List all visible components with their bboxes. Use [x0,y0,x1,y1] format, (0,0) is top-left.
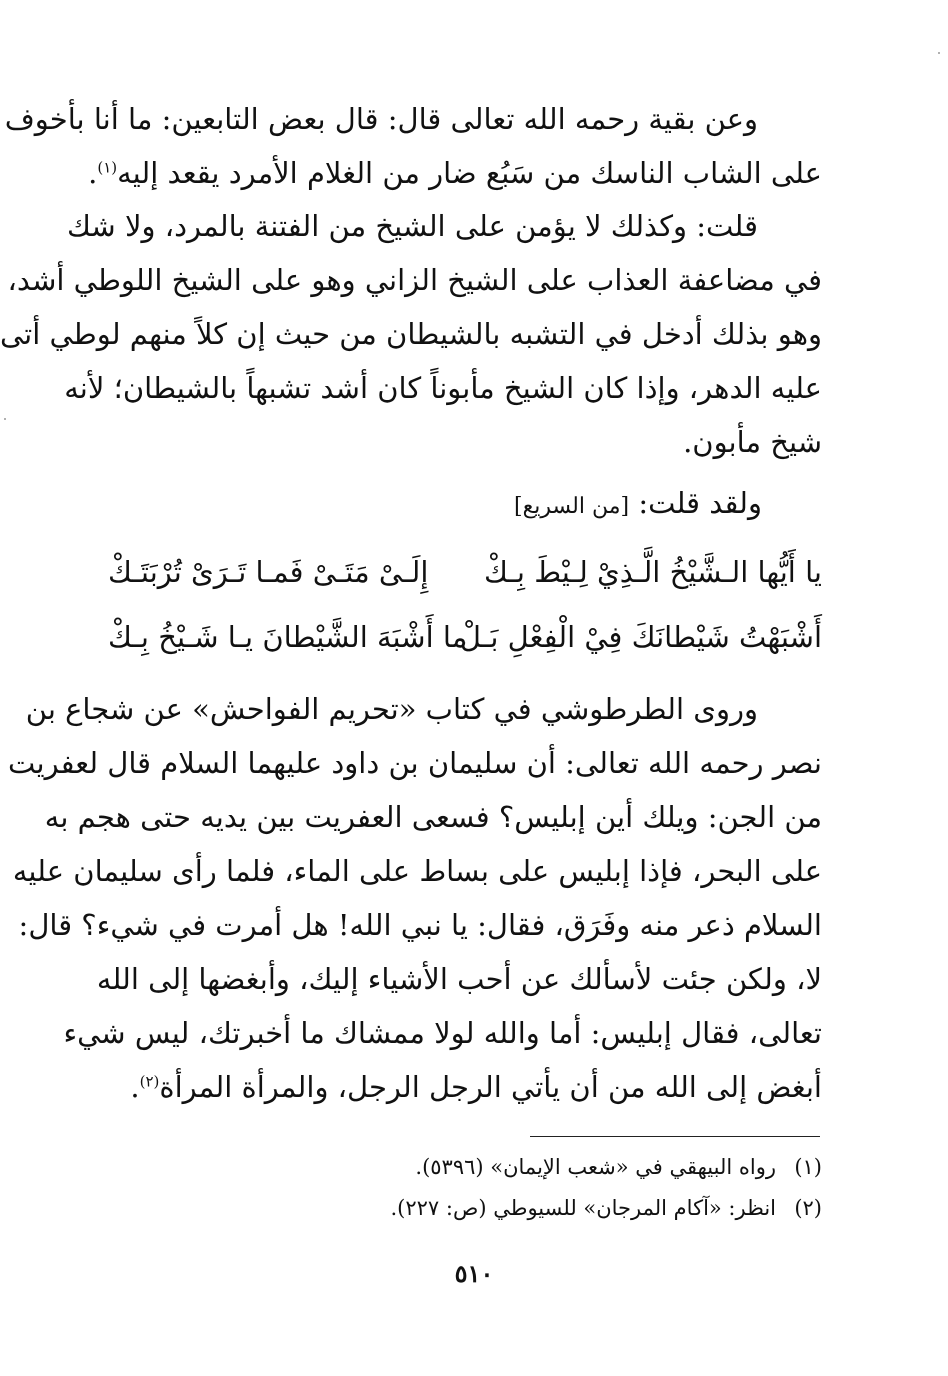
paragraph-line: قلت: وكذلك لا يؤمن على الشيخ من الفتنة بالمرد، ولا شك [66,209,758,243]
paragraph-line: السلام ذعر منه وفَرَق، فقال: يا نبي الله! هل أمرت في شيء؟ قال: [18,908,822,942]
poem-verse [108,545,822,599]
paragraph-line: نصر رحمه الله تعالى: أن سليمان بن داود عليهما السلام قال لعفريت [8,746,822,780]
paragraph-line [108,1060,822,1114]
sentence-end: . [88,156,98,190]
paragraph-1 [4,92,822,200]
paragraph-line: من الجن: ويلك أين إبليس؟ فسعى العفريت بين يديه حتى هجم به [44,800,822,834]
paragraph-3 [8,682,822,1114]
footnote-ref-1: (١) [97,158,118,177]
poem-meter: [من السريع] [514,494,630,519]
paragraph-line: لا، ولكن جئت لأسألك عن أحب الأشياء إليك، وأبغضها إلى الله [96,962,822,996]
paragraph-line: عليه الدهر، وإذا كان الشيخ مأبوناً كان أشد تشبهاً بالشيطان؛ لأنه [64,371,822,405]
paragraph-line-text: أبغض إلى الله من أن يأتي الرجل الرجل، والمرأة المرأة [159,1070,822,1104]
scan-speck [938,52,940,54]
poem-intro-text: ولقد قلت: [638,486,762,520]
paragraph-line [88,146,822,200]
paragraph-line: في مضاعفة العذاب على الشيخ الزاني وهو على الشيخ اللوطي أشد، [7,263,822,297]
verse-second-hemistich: ما أَشْبَهَ الشَّيْطانَ يـا شَـيْخُ بِـكْ [108,620,468,654]
verse-second-hemistich: إِلَـىْ مَتَـىْ فَمـا تَـرَىْ تُرْبَتَـكْ [108,555,429,589]
paragraph-2 [0,199,822,469]
footnote-2 [391,1191,823,1225]
paragraph-line: على البحر، فإذا إبليس على بساط على الماء، فلما رأى سليمان عليه [12,854,822,888]
poem-verse [108,610,822,664]
paragraph-line: وعن بقية رحمه الله تعالى قال: قال بعض التابعين: ما أنا بأخوف [4,102,758,136]
paragraph-line: تعالى، فقال إبليس: أما والله لولا ممشاك ما أخبرتك، ليس شيء [63,1016,822,1050]
paragraph-line: شيخ مأبون. [683,425,822,459]
page-number: ٥١٠ [454,1259,494,1288]
footnote-1 [415,1150,822,1184]
paragraph-line: وروى الطرطوشي في كتاب «تحريم الفواحش» عن شجاع بن [25,692,758,726]
footnote-text: رواه البيهقي في «شعب الإيمان» (٥٣٩٦). [415,1155,776,1179]
paragraph-line-text: على الشاب الناسك من سَبُع ضار من الغلام الأمرد يقعد إليه [117,156,822,190]
scan-speck [4,418,6,420]
sentence-end: . [130,1070,140,1104]
paragraph-line: وهو بذلك أدخل في التشبه بالشيطان من حيث إن كلاً منهم لوطي أتى [0,317,822,351]
poem-intro [514,483,762,527]
verse-first-hemistich: يا أَيُّها الـشَّيْخُ الَّـذِيْ لِـيْطَ بِـكْ [484,555,822,589]
footnote-number: (١) [794,1155,822,1179]
footnote-ref-2: (٢) [139,1072,160,1091]
footnote-text: انظر: «آكام المرجان» للسيوطي (ص: ٢٢٧). [390,1196,776,1220]
footnote-divider [530,1136,820,1137]
footnote-number: (٢) [794,1196,822,1220]
verse-first-hemistich: أَشْبَهْتُ شَيْطانَكَ فِيْ الْفِعْلِ بَـلْ [459,620,822,654]
